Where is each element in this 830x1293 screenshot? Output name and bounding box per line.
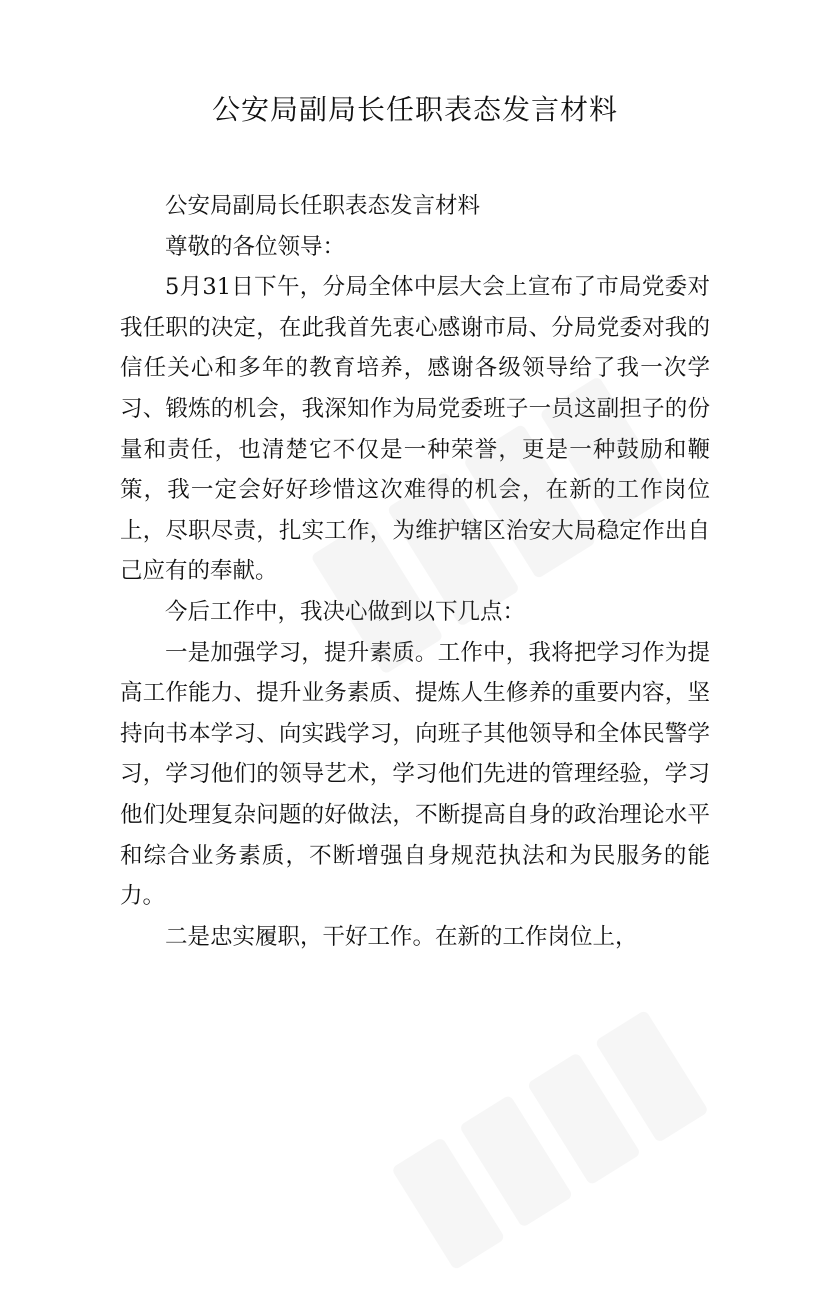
paragraph-point-two: 二是忠实履职，干好工作。在新的工作岗位上，: [165, 923, 638, 950]
paragraph-appointment: 5月31日下午，分局全体中层大会上宣布了市局党委对我任职的决定，在此我首先衷心感谢市局、分局党委对我的信任关心和多年的教育培养，感谢各级领导给了我一次学习、锻炼的机会，我深知作为局党委班子一员这副担子的份量和责任，也清楚它不仅是一种荣誉，更是一种鼓励和鞭策，我一定会好好珍惜这次难得的机会，在新的工作岗位上，尽职尽责，扎实工作，为维护辖区治安大局稳定作出自己应有的奉献。: [120, 274, 710, 585]
watermark-graphic-lower: [372, 987, 728, 1292]
document-title: 公安局副局长任职表态发言材料: [211, 93, 618, 126]
paragraph-resolution-intro: 今后工作中，我决心做到以下几点：: [165, 598, 526, 625]
paragraph-point-one: 一是加强学习，提升素质。工作中，我将把学习作为提高工作能力、提升业务素质、提炼人生修养的重要内容，坚持向书本学习、向实践学习，向班子其他领导和全体民警学习，学习他们的领导艺术，学习他们先进的管理经验，学习他们处理复杂问题的好做法，不断提高自身的政治理论水平和综合业务素质，不断增强自身规范执法和为民服务的能力。: [120, 639, 710, 910]
paragraph-salutation: 尊敬的各位领导：: [165, 233, 346, 260]
paragraph-subtitle: 公安局副局长任职表态发言材料: [165, 193, 481, 219]
document-body: [120, 186, 710, 957]
